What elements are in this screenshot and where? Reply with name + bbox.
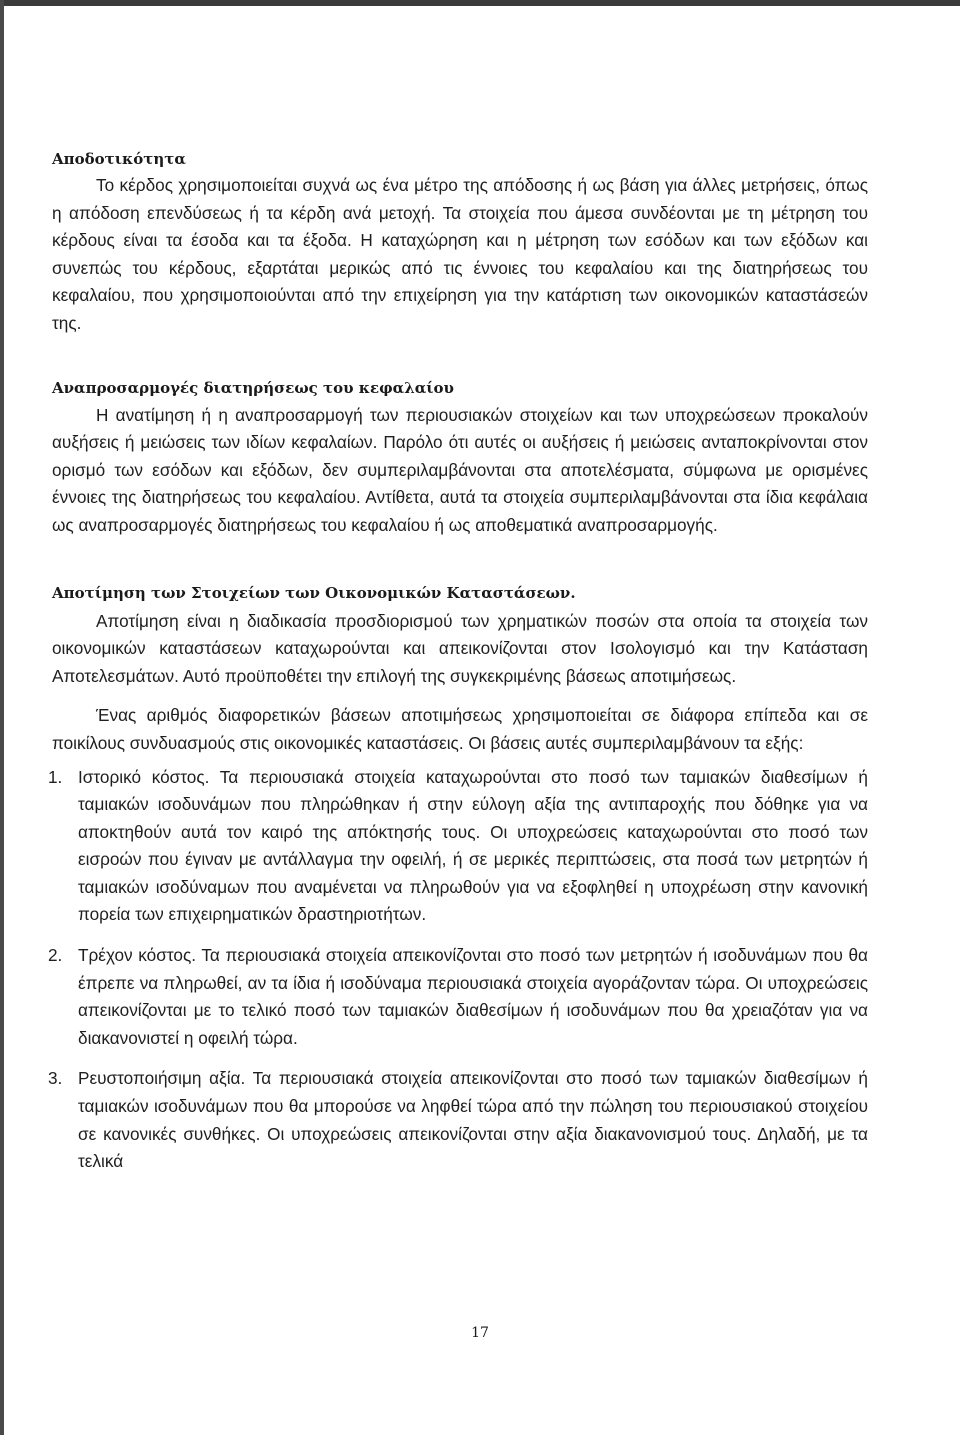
paragraph-profitability: Το κέρδος χρησιμοποιείται συχνά ως ένα μέτρο της απόδοσης ή ως βάση για άλλες μετρήσεις, όπως η απόδοση επενδύσεως ή τα κέρδη ανά μετοχή. Τα στοιχεία που άμεσα συνδέονται με τη μέτρηση του κέρδους είναι τα έσοδα και τα έξοδα. Η καταχώρηση και η μέτρηση των εσόδων και των εξόδων και συνεπώς του κέρδους, εξαρτάται μερικώς από τις έννοιες του κεφαλαίου και της διατηρήσεως του κεφαλαίου, που χρησιμοποιούνται από την επιχείρηση για την κατάρτιση των οικονομικών καταστάσεών της. (52, 175, 868, 333)
list-item-realisable-value (48, 1065, 868, 1175)
list-item-text: Τρέχον κόστος. Τα περιουσιακά στοιχεία απεικονίζονται στο ποσό των μετρητών ή ισοδυνάμων που θα έπρεπε να πληρωθεί, αν τα ίδια ή ισοδύναμα περιουσιακά στοιχεία αγοράζονταν τώρα. Οι υποχρεώσεις απεικονίζονται με το τελικό ποσό των ταμιακών διαθεσίμων ή ισοδυνάμων που θα χρειαζόταν για να διακανονιστεί η οφειλή τώρα. (78, 945, 868, 1048)
page-number: 17 (471, 1325, 489, 1341)
section-heading-capital-maintenance: Αναπροσαρμογές διατηρήσεως του κεφαλαίου (52, 378, 454, 397)
list-number: 3. (48, 1068, 63, 1089)
paragraph-measurement-definition: Αποτίμηση είναι η διαδικασία προσδιορισμού των χρηματικών ποσών στα οποία τα στοιχεία των οικονομικών καταστάσεων καταχωρούνται και απεικονίζονται στον Ισολογισμό και την Κατάσταση Αποτελεσμάτων. Αυτό προϋποθέτει την επιλογή της συγκεκριμένης βάσεως αποτιμήσεως. (52, 610, 868, 686)
section-heading-profitability: Αποδοτικότητα (52, 150, 186, 168)
list-item-text: Ιστορικό κόστος. Τα περιουσιακά στοιχεία καταχωρούνται στο ποσό των ταμιακών διαθεσίμων ή ταμιακών ισοδυνάμων που πληρώθηκαν ή στην εύλογη αξία της αντιπαροχής που δόθηκε για να αποκτηθούν αυτά τον καιρό της απόκτησής τους. Οι υποχρεώσεις καταχωρούνται στο ποσό των εισροών που έγιναν με αντάλλαγμα την οφειλή, ή σε μερικές περιπτώσεις, στα ποσά των μετρητών ή ταμιακών ισοδύναμων που αναμένεται να πληρωθούν για να εξοφληθεί η υποχρέωση στην κανονική πορεία των επιχειρηματικών δραστηριοτήτων. (78, 766, 868, 925)
list-number: 1. (48, 766, 63, 787)
list-item-current-cost (48, 942, 868, 1052)
page-content (48, 150, 868, 1176)
paragraph-capital-maintenance: Η ανατίμηση ή η αναπροσαρμογή των περιουσιακών στοιχείων και των υποχρεώσεων προκαλούν αυξήσεις ή μειώσεις των ιδίων κεφαλαίων. Παρόλο ότι αυτές οι αυξήσεις ή μειώσεις ανταποκρίνονται στον ορισμό των εσόδων και εξόδων, δεν συμπεριλαμβάνονται στα αποτελέσματα, σύμφωνα με ορισμένες έννοιες της διατηρήσεως του κεφαλαίου. Αντίθετα, αυτά τα στοιχεία συμπεριλαμβάνονται στα ίδια κεφάλαια ως αναπροσαρμογές διατηρήσεως του κεφαλαίου ή ως αποθεματικά αναπροσαρμογής. (52, 404, 868, 535)
section-heading-measurement: Αποτίμηση των Στοιχείων των Οικονομικών Καταστάσεων. (52, 583, 576, 602)
list-item-text: Ρευστοποιήσιμη αξία. Τα περιουσιακά στοιχεία απεικονίζονται στο ποσό των ταμιακών διαθεσίμων ή ταμιακών ισοδυνάμων που θα μπορούσε να ληφθεί τώρα από την πώληση του περιουσιακού στοιχείου σε κανονικές συνθήκες. Οι υποχρεώσεις απεικονίζονται στην αξία διακανονισμού τους. Δηλαδή, με τα τελικά (78, 1068, 868, 1172)
list-number: 2. (48, 945, 63, 966)
scan-border-top (0, 0, 960, 6)
list-item-historical-cost (48, 764, 868, 930)
scan-border-left (0, 0, 4, 1435)
paragraph-measurement-bases: Ένας αριθμός διαφορετικών βάσεων αποτιμήσεως χρησιμοποιείται σε διάφορα επίπεδα και σε ποικίλους συνδυασμούς στις οικονομικές καταστάσεις. Οι βάσεις αυτές συμπεριλαμβάνουν τα εξής: (52, 705, 868, 753)
